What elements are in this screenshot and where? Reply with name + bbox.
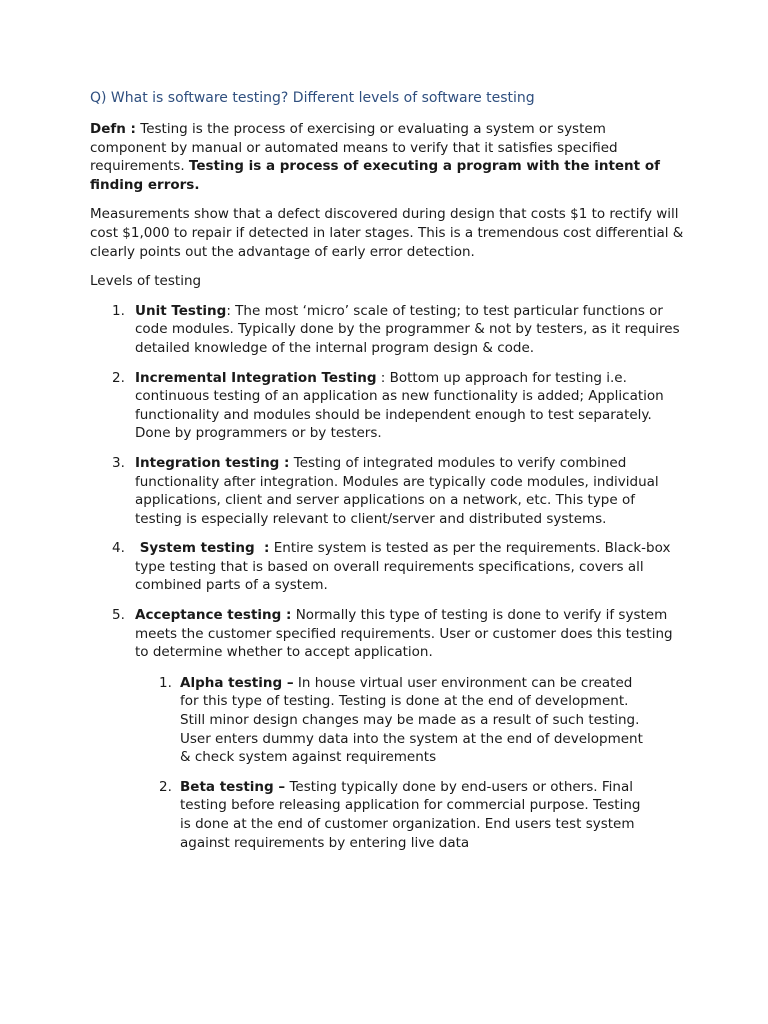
sub-item-alpha — [135, 674, 684, 767]
definition-text: Testing is the process of exercising or evaluating a system or system component by manual or automated means to verify that it satisfies specified requirements. — [90, 121, 618, 175]
list-number: 4. — [112, 540, 125, 557]
acceptance-sub-list — [135, 674, 684, 852]
list-number: 2. — [112, 369, 125, 386]
level-title: Acceptance testing : — [135, 607, 292, 624]
list-number: 1. — [112, 302, 125, 319]
list-number: 5. — [112, 607, 125, 624]
definition-paragraph — [90, 120, 684, 194]
list-number: 1. — [159, 674, 172, 691]
level-text: Normally this type of testing is done to verify if system meets the customer specified requirements. User or customer does this testing to determine whether to accept application. — [135, 607, 673, 661]
definition-label: Defn : — [90, 121, 136, 137]
level-item-acceptance — [90, 606, 684, 852]
question-heading: Q) What is software testing? Different levels of software testing — [90, 90, 535, 106]
list-number: 3. — [112, 454, 125, 471]
level-title: Unit Testing — [135, 302, 227, 319]
level-item-system — [90, 539, 684, 595]
sub-text: In house virtual user environment can be created for this type of testing. Testing is done at the end of development. Still minor design changes may be made as a result of such testing. User enters dummy data into the system at the end of development & check system against requirements — [180, 674, 643, 766]
level-item-unit — [90, 302, 684, 358]
level-text: Testing of integrated modules to verify combined functionality after integration. Modules are typically code modules, individual applications, client and server applications on a network, etc. This type of testing is especially relevant to client/server and distributed systems. — [135, 454, 659, 527]
levels-heading: Levels of testing — [90, 273, 202, 290]
sub-text: Testing typically done by end-users or others. Final testing before releasing application for commercial purpose. Testing is done at the end of customer organization. End users test system against requirements by entering live data — [180, 778, 641, 851]
definition-emphasis: Testing is a process of executing a program with the intent of finding errors. — [90, 158, 660, 193]
level-title: System testing : — [135, 540, 270, 557]
sub-item-beta — [135, 778, 684, 852]
level-item-integration — [90, 454, 684, 528]
level-title: Incremental Integration Testing — [135, 369, 377, 386]
level-item-incremental-integration — [90, 369, 684, 443]
level-text: Entire system is tested as per the requirements. Black-box type testing that is based on overall requirements specifications, covers all combined parts of a system. — [135, 540, 671, 594]
level-text: : Bottom up approach for testing i.e. continuous testing of an application as new functionality is added; Application functionality and modules should be independent enough to test separately. Done by programmers or by testers. — [135, 369, 664, 442]
level-text: : The most ‘micro’ scale of testing; to test particular functions or code modules. Typically done by the programmer & not by testers, as it requires detailed knowledge of the internal program design & code. — [135, 302, 680, 356]
levels-list — [90, 302, 684, 852]
sub-title: Beta testing – — [180, 778, 286, 795]
list-number: 2. — [159, 778, 172, 795]
level-title: Integration testing : — [135, 454, 290, 471]
sub-title: Alpha testing – — [180, 674, 294, 691]
measurements-paragraph: Measurements show that a defect discovered during design that costs $1 to rectify will cost $1,000 to repair if detected in later stages. This is a tremendous cost differential & clearly points out the advantage of early error detection. — [90, 206, 684, 260]
